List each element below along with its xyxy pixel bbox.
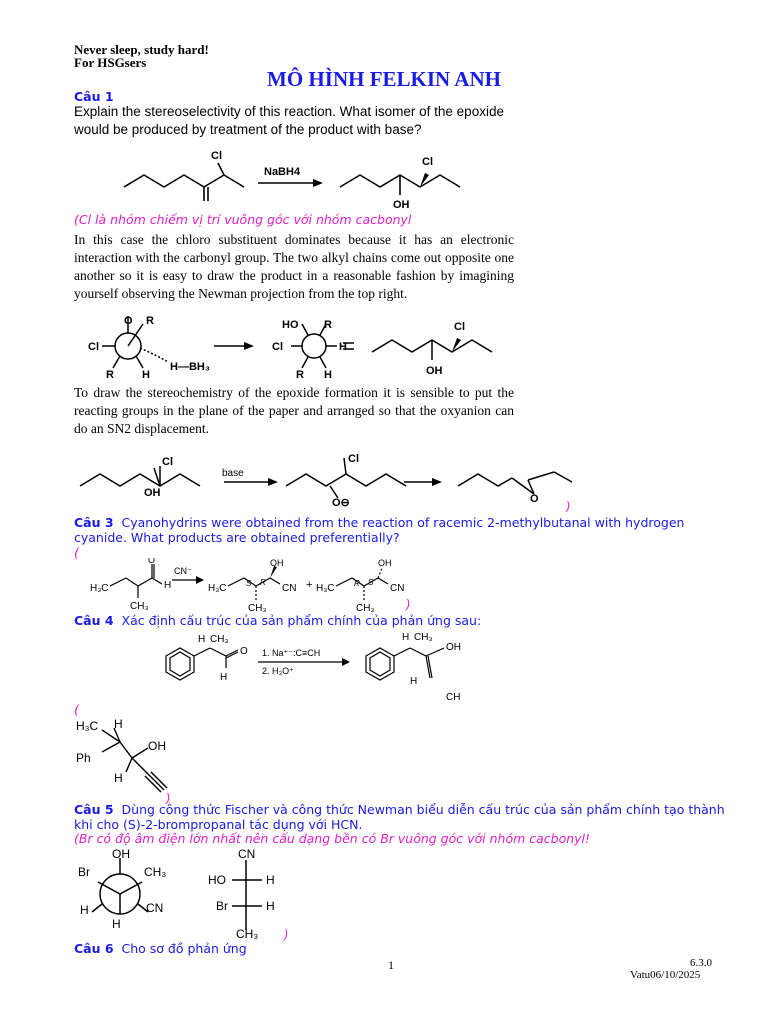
svg-text:H: H — [402, 632, 410, 643]
cau5-answer-structures — [72, 846, 312, 942]
cau1-label: Câu 1 — [74, 89, 114, 104]
svg-text:R: R — [106, 369, 114, 381]
svg-text:CH₃: CH₃ — [356, 603, 375, 613]
page-number: 1 — [388, 958, 394, 972]
svg-text:OH: OH — [144, 487, 161, 499]
svg-text:O: O — [240, 646, 248, 657]
cau1-paragraph-2: To draw the stereochemistry of the epoxide formation it is sensible to put the reacting groups in the plane of the paper and arranged so that the oxyanion can do an SN2 displacement. — [74, 385, 514, 436]
svg-text:H₃C: H₃C — [76, 719, 99, 733]
footer-version: 6.3.0 — [690, 957, 712, 969]
svg-text:OH: OH — [446, 642, 461, 653]
cau1-reagent: NaBH4 — [264, 166, 301, 178]
svg-text:Cl: Cl — [348, 453, 359, 465]
svg-text:H: H — [80, 903, 89, 917]
cau4-open-paren: ( — [74, 702, 79, 717]
svg-text:Cl: Cl — [88, 341, 99, 353]
footer-author-date: Vatu06/10/2025 — [630, 969, 701, 981]
cau1-note: (Cl là nhóm chiếm vị trí vuông góc với nhóm cacbonyl — [74, 212, 412, 227]
svg-text:H: H — [112, 917, 121, 931]
svg-text:CH₃: CH₃ — [210, 634, 229, 645]
svg-text:HO: HO — [208, 873, 226, 887]
svg-text:R: R — [260, 578, 266, 587]
svg-text:H: H — [410, 676, 418, 687]
svg-text:H: H — [114, 717, 123, 731]
svg-text:CH₃: CH₃ — [248, 603, 267, 613]
svg-text:CH₃: CH₃ — [130, 601, 149, 612]
svg-text:Cl: Cl — [162, 456, 173, 468]
svg-text:H: H — [339, 341, 347, 353]
svg-text:Cl: Cl — [454, 321, 465, 333]
svg-text:O: O — [148, 558, 156, 565]
header-line-1: Never sleep, study hard! — [74, 42, 209, 57]
svg-text:): ) — [284, 927, 288, 941]
svg-text:OH: OH — [148, 739, 166, 753]
svg-text:Cl: Cl — [272, 341, 283, 353]
cau1-paragraph-1: In this case the chloro substituent dominates because it has an electronic interaction with the carbonyl group. The two alkyl chains come out opposite one another so it is easy to draw the product in a reasonable fashion by imagining yourself observing the Newman projection from the top right. — [74, 232, 514, 301]
svg-text:CN: CN — [390, 583, 405, 594]
svg-text:CH: CH — [446, 692, 461, 703]
svg-text:H: H — [266, 873, 275, 887]
cau1-question: Explain the stereoselectivity of this reaction. What isomer of the epoxide would be produced by treatment of the product with base? — [74, 104, 504, 137]
svg-text:O: O — [530, 493, 539, 505]
svg-text:OH: OH — [426, 365, 443, 377]
svg-text:H: H — [164, 580, 172, 591]
cau1-cl-label-1: Cl — [211, 150, 222, 162]
svg-text:CN: CN — [282, 583, 297, 594]
svg-text:CH₃: CH₃ — [414, 632, 433, 643]
cau3-open-paren: ( — [74, 545, 79, 560]
svg-text:+: + — [306, 579, 313, 591]
svg-text:Br: Br — [216, 899, 228, 913]
cau3-question: Câu 3 Cyanohydrins were obtained from the reaction of racemic 2-methylbutanal with hydrogen cyanide. What products are obtained preferentially? — [74, 515, 685, 545]
svg-text:H: H — [266, 899, 275, 913]
svg-text:): ) — [166, 791, 170, 804]
header-line-2: For HSGsers — [74, 55, 147, 70]
svg-text:CN: CN — [238, 847, 256, 861]
svg-text:H—BH₃: H—BH₃ — [170, 361, 210, 373]
svg-text:CH₃: CH₃ — [236, 927, 259, 941]
svg-text:OH: OH — [378, 558, 392, 568]
cau1-oh-label: OH — [393, 199, 410, 211]
cau5-note: (Br có độ âm điện lớn nhất nên cấu dạng bền có Br vuông góc với nhóm cacbonyl! — [74, 831, 591, 846]
cau4-reagent-2: 2. H₃O⁺ — [262, 666, 294, 676]
svg-text:O: O — [124, 315, 133, 327]
svg-text:Ph: Ph — [76, 751, 91, 765]
page-title: MÔ HÌNH FELKIN ANH — [267, 67, 501, 91]
cau6-question: Câu 6 Cho sơ đồ phản ứng — [74, 941, 247, 956]
svg-text:H: H — [142, 369, 150, 381]
svg-text:R: R — [146, 315, 154, 327]
svg-text:H₃C: H₃C — [90, 583, 109, 594]
svg-text:R: R — [296, 369, 304, 381]
svg-text:CH₃: CH₃ — [144, 865, 167, 879]
cau3-reaction-scheme — [90, 558, 430, 613]
svg-text:OH: OH — [112, 847, 130, 861]
svg-text:S: S — [246, 579, 252, 588]
newman-projection-scheme — [88, 310, 508, 385]
cau4-answer-structure — [72, 714, 192, 804]
svg-text:HO: HO — [282, 319, 299, 331]
svg-text:H: H — [198, 634, 206, 645]
cau4-reaction-scheme — [140, 628, 500, 706]
svg-text:): ) — [566, 499, 570, 512]
epoxide-formation-scheme — [76, 450, 596, 512]
svg-text:base: base — [222, 468, 244, 479]
svg-text:R: R — [354, 579, 360, 588]
cau1-reaction-scheme — [110, 145, 490, 215]
svg-text:CN: CN — [146, 901, 164, 915]
cau4-question: Câu 4 Xác định cấu trúc của sản phẩm chính của phản ứng sau: — [74, 613, 482, 628]
cau1-cl-label-2: Cl — [422, 156, 433, 168]
svg-text:H₃C: H₃C — [316, 583, 335, 594]
cau4-reagent-1: 1. Na⁺⁻:C≡CH — [262, 648, 321, 658]
svg-text:H: H — [324, 369, 332, 381]
svg-text:R: R — [324, 319, 332, 331]
svg-text:): ) — [406, 597, 410, 611]
svg-text:OH: OH — [270, 558, 284, 568]
svg-text:O⊖: O⊖ — [332, 497, 350, 509]
svg-text:H₃C: H₃C — [208, 583, 227, 594]
svg-text:H: H — [114, 771, 123, 785]
svg-text:CN⁻: CN⁻ — [174, 566, 192, 576]
cau5-question: Câu 5 Dùng công thức Fischer và công thức Newman biểu diễn cấu trúc của sản phẩm chính tạo thành khi cho (S)-2-brompropanal tác dụng với HCN. — [74, 802, 725, 832]
svg-text:H: H — [220, 672, 228, 683]
svg-text:Br: Br — [78, 865, 90, 879]
svg-text:S: S — [368, 578, 374, 587]
